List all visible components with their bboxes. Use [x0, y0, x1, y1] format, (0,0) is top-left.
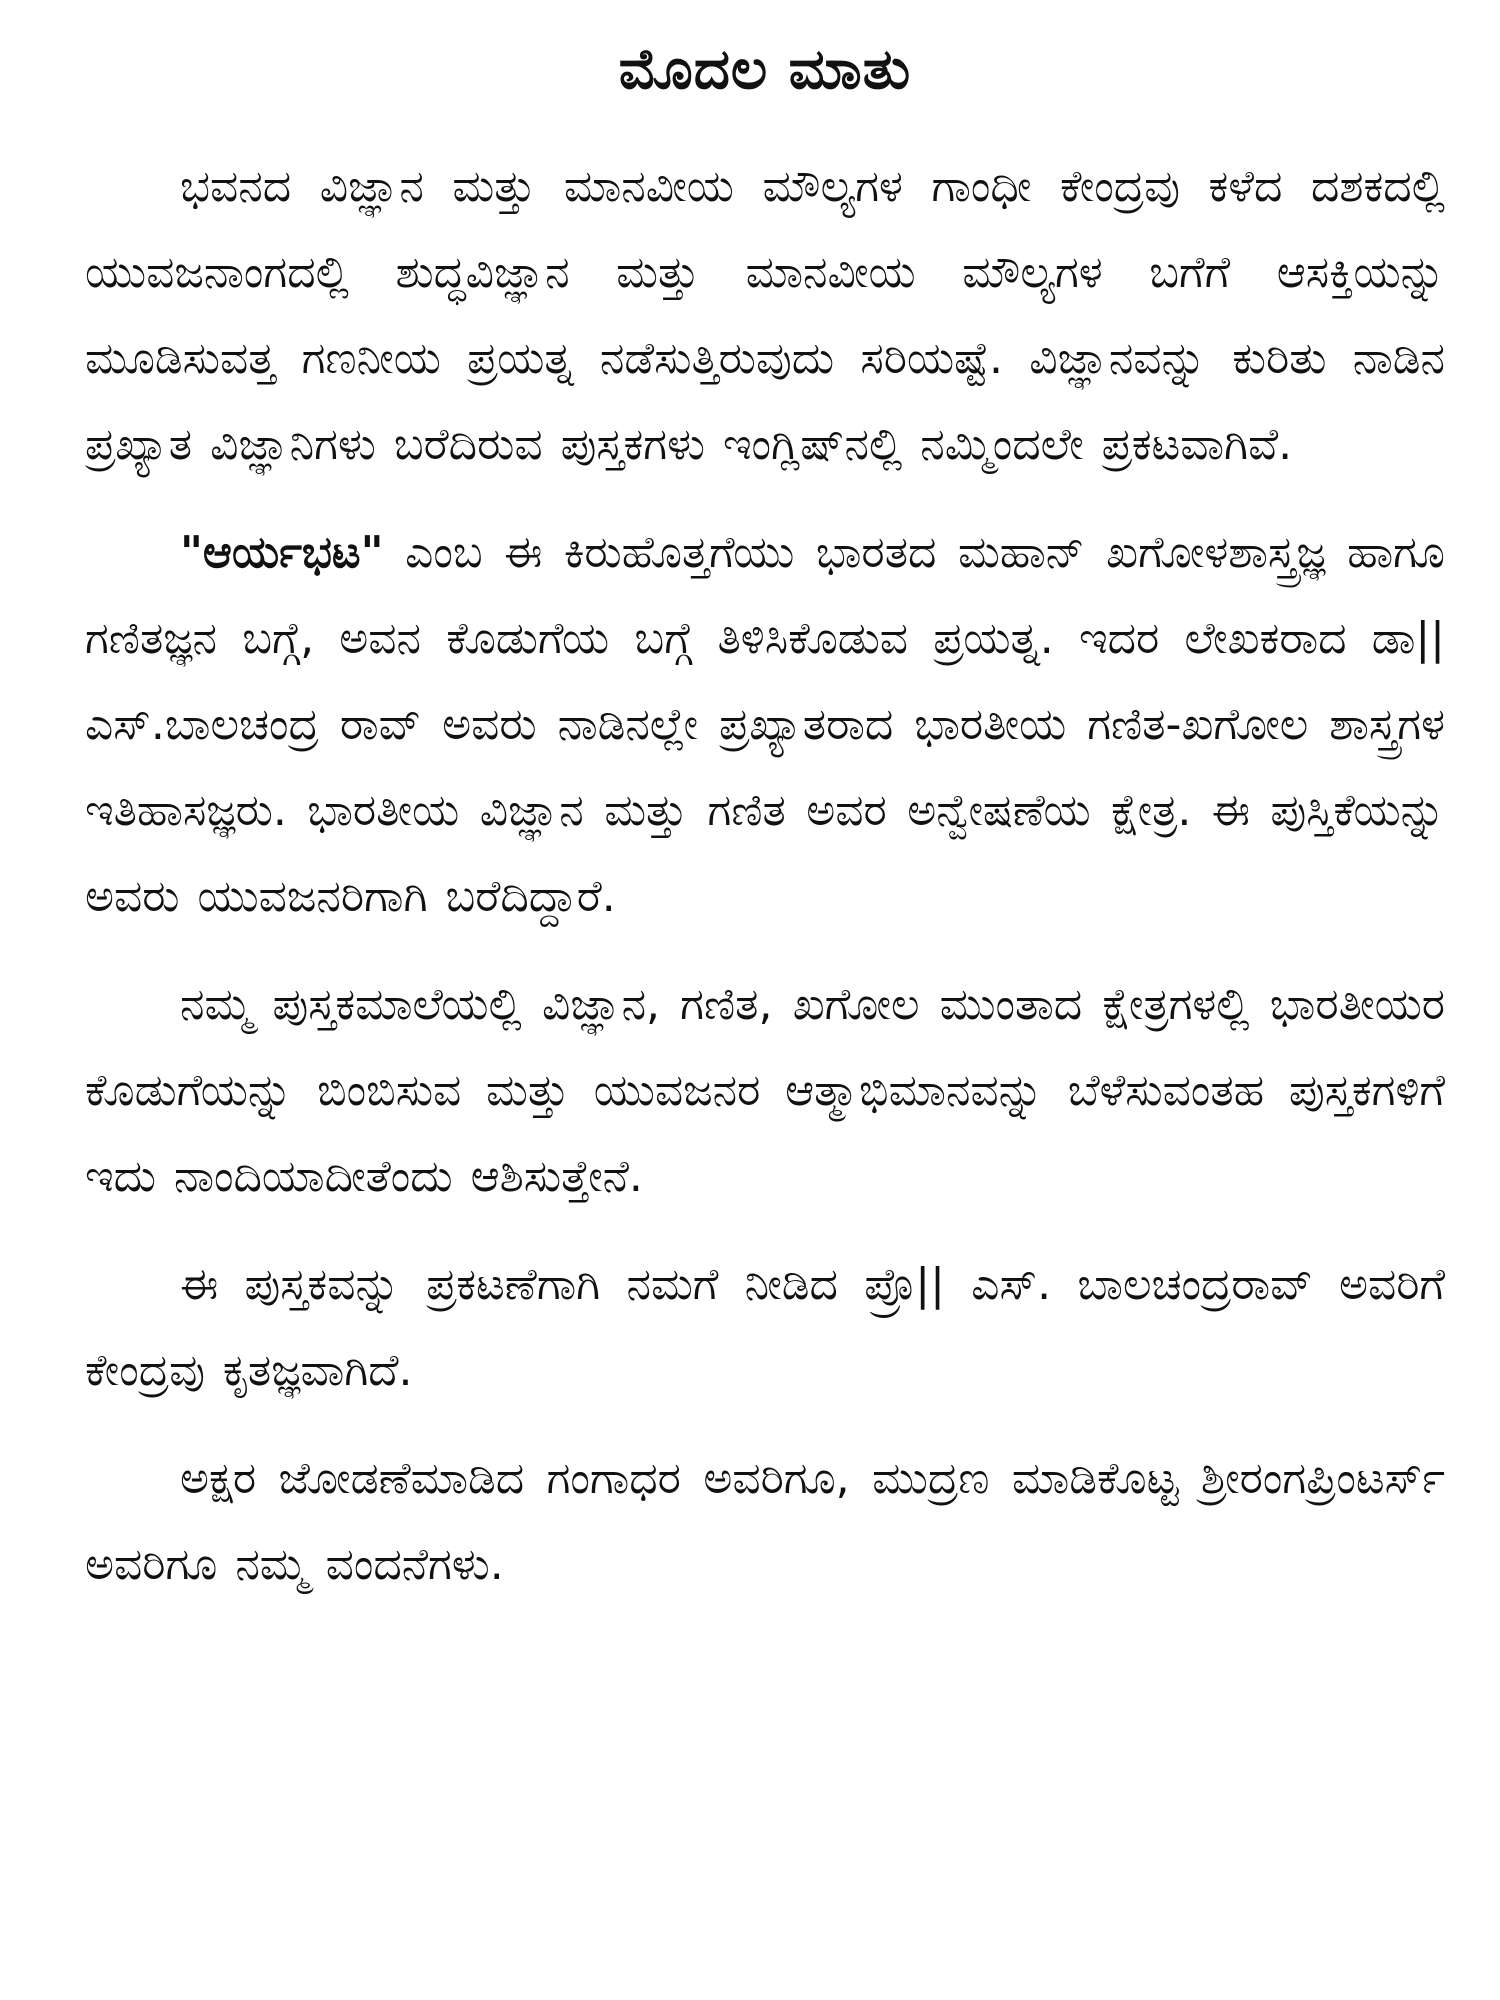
- paragraph-thanks-author: [85, 1242, 1445, 1414]
- book-title-emphasis: "ಆರ್ಯಭಟ": [180, 527, 384, 578]
- paragraph-intro: [85, 144, 1445, 488]
- paragraph-thanks-printers-text: ಅಕ್ಷರ ಜೋಡಣೆಮಾಡಿದ ಗಂಗಾಧರ ಅವರಿಗೂ, ಮುದ್ರಣ ಮಾಡಿಕೊಟ್ಟ ಶ್ರೀರಂಗಪ್ರಿಂಟರ್ಸ್ ಅವರಿಗೂ ನಮ್ಮ ವಂದನೆಗಳು.: [85, 1453, 1445, 1590]
- paragraph-aryabhata-text: ಎಂಬ ಈ ಕಿರುಹೊತ್ತಗೆಯು ಭಾರತದ ಮಹಾನ್ ಖಗೋಳಶಾಸ್ತ್ರಜ್ಞ ಹಾಗೂ ಗಣಿತಜ್ಞನ ಬಗ್ಗೆ, ಅವನ ಕೊಡುಗೆಯ ಬಗ್ಗೆ ತಿಳಿಸಿಕೊಡುವ ಪ್ರಯತ್ನ. ಇದರ ಲೇಖಕರಾದ ಡಾ|| ಎಸ್.ಬಾಲಚಂದ್ರ ರಾವ್ ಅವರು ನಾಡಿನಲ್ಲೇ ಪ್ರಖ್ಯಾತರಾದ ಭಾರತೀಯ ಗಣಿತ-ಖಗೋಲ ಶಾಸ್ತ್ರಗಳ ಇತಿಹಾಸಜ್ಞರು. ಭಾರತೀಯ ವಿಜ್ಞಾನ ಮತ್ತು ಗಣಿತ ಅವರ ಅನ್ವೇಷಣೆಯ ಕ್ಷೇತ್ರ. ಈ ಪುಸ್ತಿಕೆಯನ್ನು ಅವರು ಯುವಜನರಿಗಾಗಿ ಬರೆದಿದ್ದಾರೆ.: [85, 527, 1445, 922]
- page-title: ಮೊದಲ ಮಾತು: [618, 37, 912, 102]
- paragraph-intro-text: ಭವನದ ವಿಜ್ಞಾನ ಮತ್ತು ಮಾನವೀಯ ಮೌಲ್ಯಗಳ ಗಾಂಧೀ ಕೇಂದ್ರವು ಕಳೆದ ದಶಕದಲ್ಲಿ ಯುವಜನಾಂಗದಲ್ಲಿ ಶುದ್ಧವಿಜ್ಞಾನ ಮತ್ತು ಮಾನವೀಯ ಮೌಲ್ಯಗಳ ಬಗೆಗೆ ಆಸಕ್ತಿಯನ್ನು ಮೂಡಿಸುವತ್ತ ಗಣನೀಯ ಪ್ರಯತ್ನ ನಡೆಸುತ್ತಿರುವುದು ಸರಿಯಷ್ಟೆ. ವಿಜ್ಞಾನವನ್ನು ಕುರಿತು ನಾಡಿನ ಪ್ರಖ್ಯಾತ ವಿಜ್ಞಾನಿಗಳು ಬರೆದಿರುವ ಪುಸ್ತಕಗಳು ಇಂಗ್ಲಿಷ್‌ನಲ್ಲಿ ನಮ್ಮಿಂದಲೇ ಪ್ರಕಟವಾಗಿವೆ.: [85, 161, 1445, 470]
- paragraph-aryabhata: [85, 510, 1445, 940]
- paragraph-thanks-author-text: ಈ ಪುಸ್ತಕವನ್ನು ಪ್ರಕಟಣೆಗಾಗಿ ನಮಗೆ ನೀಡಿದ ಪ್ರೊ|| ಎಸ್. ಬಾಲಚಂದ್ರರಾವ್ ಅವರಿಗೆ ಕೇಂದ್ರವು ಕೃತಜ್ಞವಾಗಿದೆ.: [85, 1259, 1445, 1396]
- paragraph-series: [85, 962, 1445, 1220]
- document-page: [85, 30, 1445, 1970]
- paragraph-thanks-printers: [85, 1436, 1445, 1608]
- paragraph-series-text: ನಮ್ಮ ಪುಸ್ತಕಮಾಲೆಯಲ್ಲಿ ವಿಜ್ಞಾನ, ಗಣಿತ, ಖಗೋಲ ಮುಂತಾದ ಕ್ಷೇತ್ರಗಳಲ್ಲಿ ಭಾರತೀಯರ ಕೊಡುಗೆಯನ್ನು ಬಿಂಬಿಸುವ ಮತ್ತು ಯುವಜನರ ಆತ್ಮಾಭಿಮಾನವನ್ನು ಬೆಳೆಸುವಂತಹ ಪುಸ್ತಕಗಳಿಗೆ ಇದು ನಾಂದಿಯಾದೀತೆಂದು ಆಶಿಸುತ್ತೇನೆ.: [85, 979, 1445, 1202]
